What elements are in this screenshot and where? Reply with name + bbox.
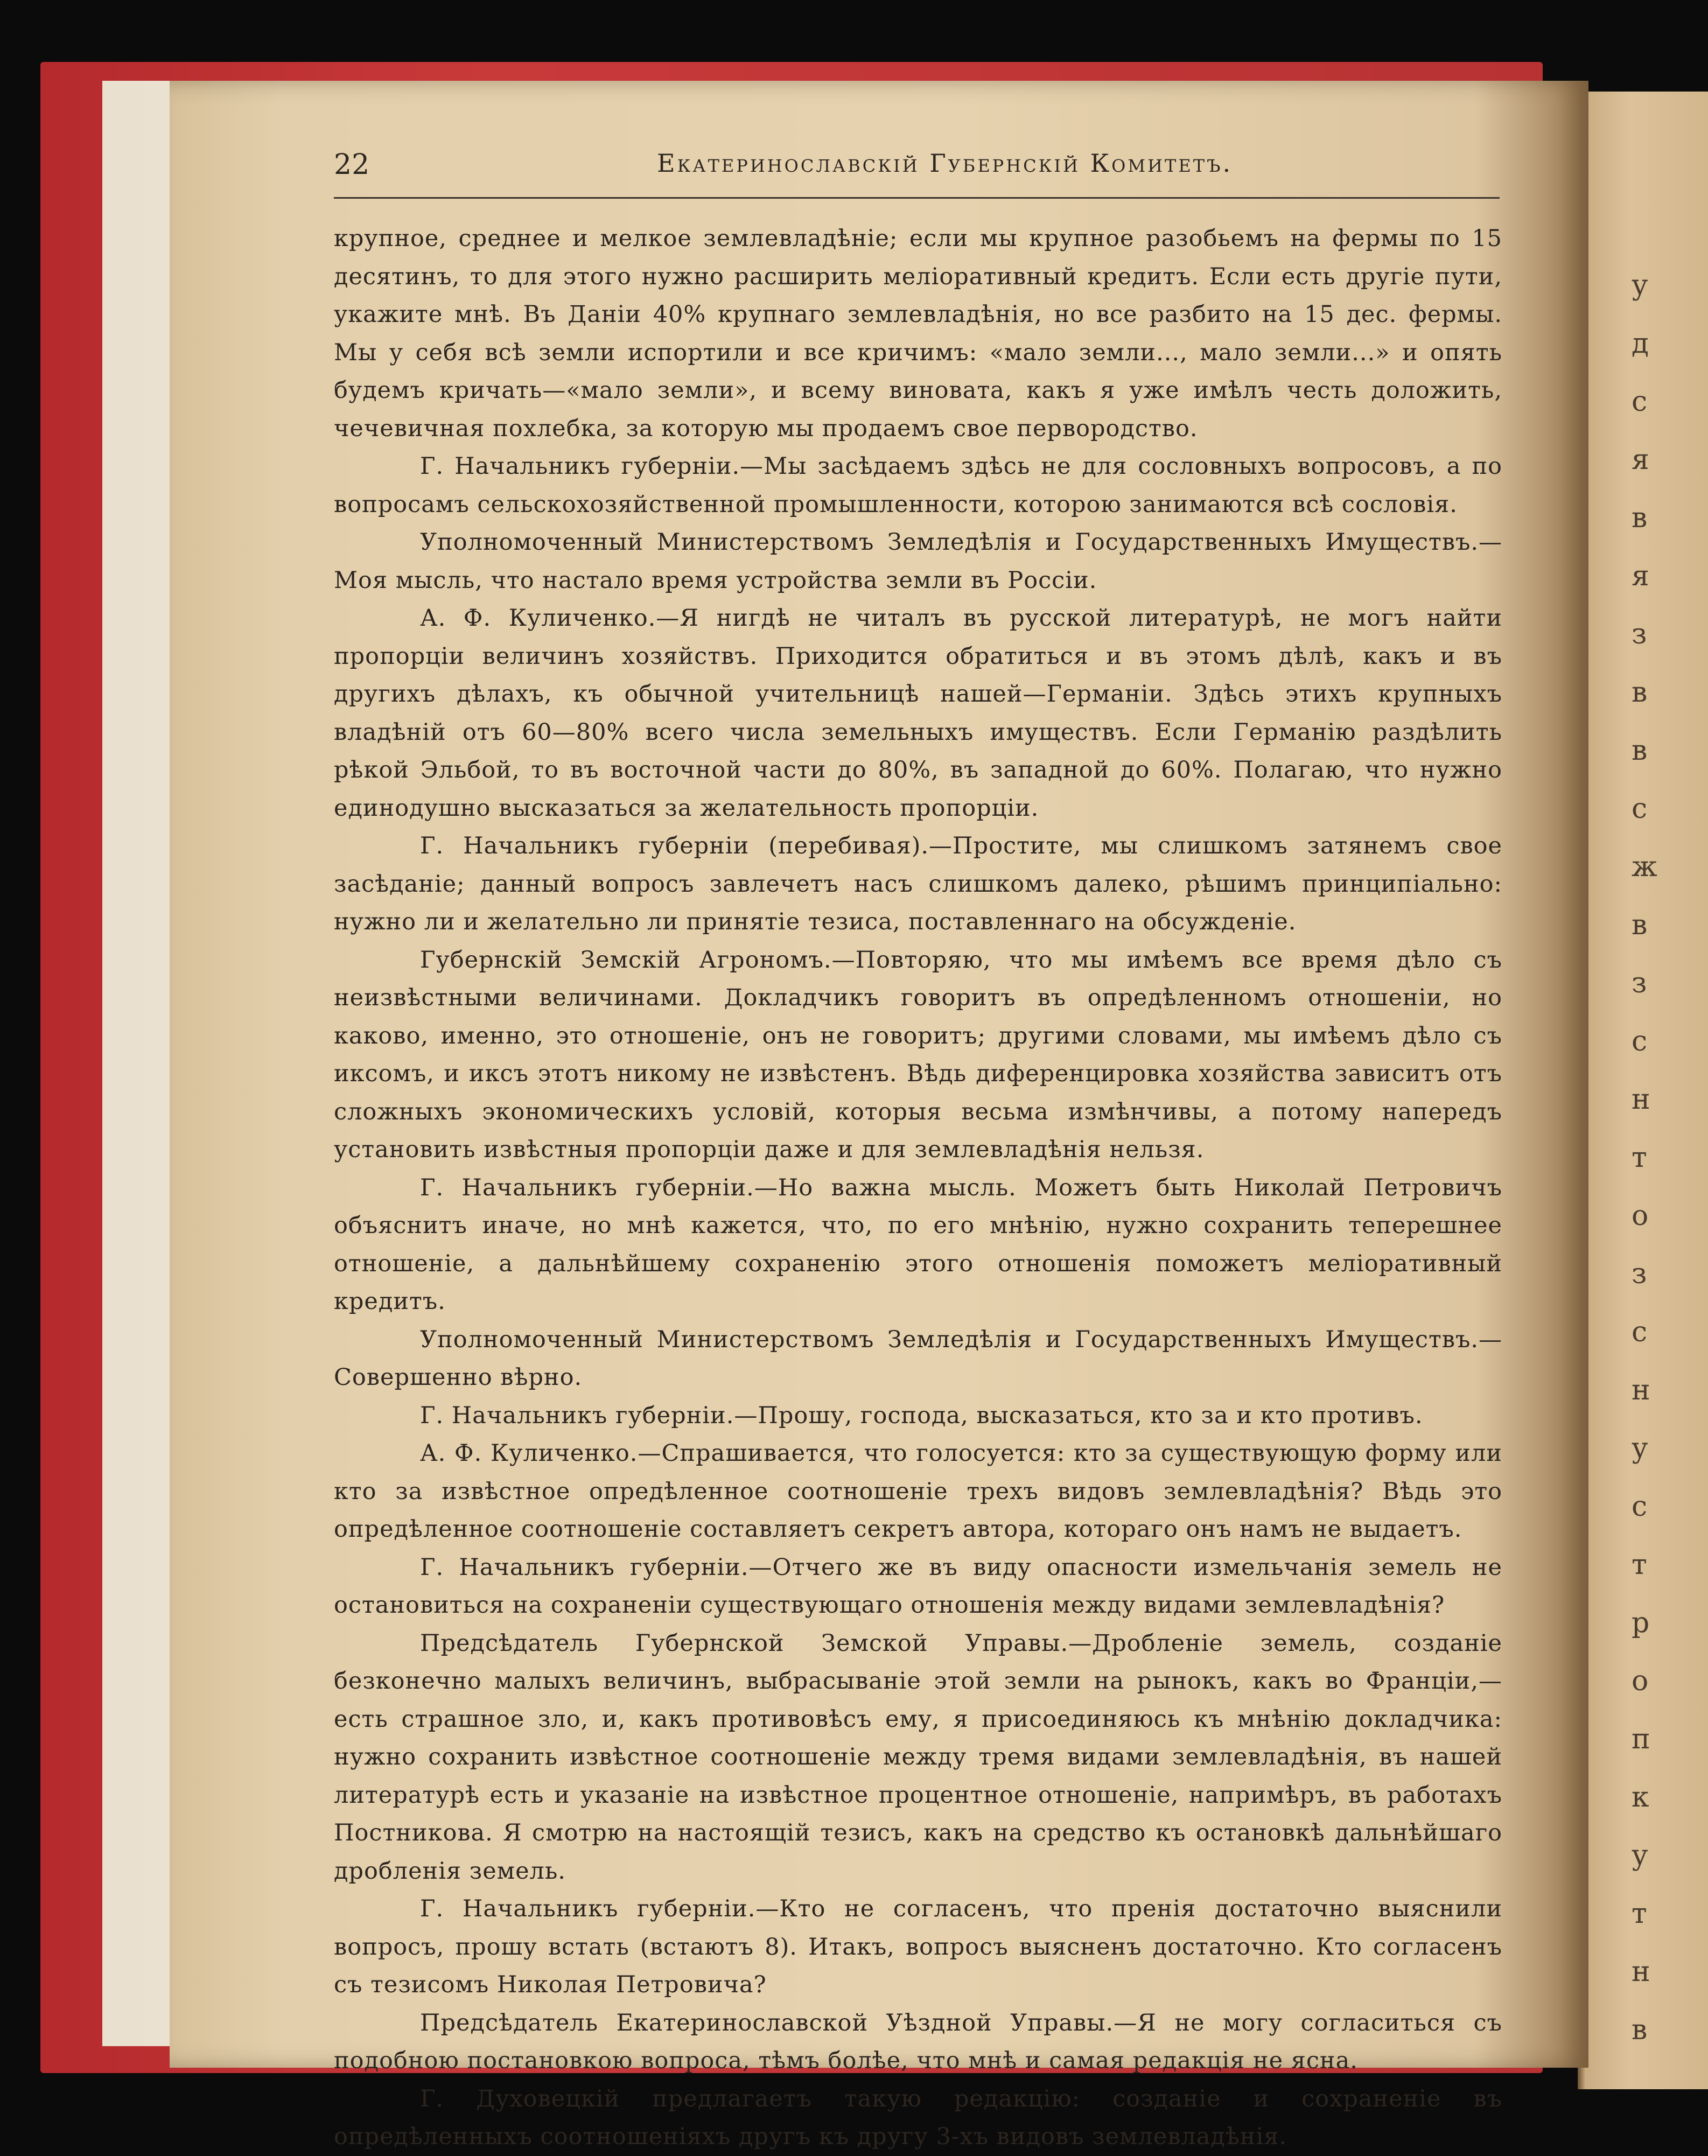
facing-page-letter: ж [1632,851,1657,883]
facing-page-letter: с [1632,1025,1648,1058]
paragraph: Уполномоченный Министерствомъ Земледѣлія и Государственныхъ Имуществъ.—Совершенно вѣрно. [334,1326,1502,1391]
facing-page-letter: в [1632,676,1648,709]
paragraph: Г. Начальникъ губерніи (перебивая).—Простите, мы слишкомъ затянемъ свое засѣданіе; данный вопросъ завлечетъ насъ слишкомъ далеко, рѣшимъ принципіально: нужно ли и желательно ли принятіе тезиса, поставленнаго на обсужденіе. [334,832,1502,935]
paragraph: крупное, среднее и мелкое землевладѣніе; если мы крупное разобьемъ на фермы по 15 десятинъ, то для этого нужно расширить меліоративный кредитъ. Если есть другіе пути, укажите мнѣ. Въ Даніи 40% крупнаго землевладѣнія, но все разбито на 15 дес. фермы. Мы у себя всѣ земли испортили и все кричимъ: «мало земли..., мало земли...» и опять будемъ кричать—«мало земли», и всему виновата, какъ я уже имѣлъ честь доложить, чечевичная похлебка, за которую мы продаемъ свое первородство. [334,225,1502,442]
paragraph: Г. Духовецкій предлагаетъ такую редакцію: созданіе и сохраненіе въ опредѣленныхъ соотношеніяхъ другъ къ другу 3-хъ видовъ землевладѣнія. [334,2085,1502,2150]
facing-page-letter: п [1632,1723,1650,1755]
running-title: Екатеринославскій Губернскій Комитетъ. [657,149,1233,178]
facing-page-letter: з [1632,967,1647,999]
facing-page-letter: н [1632,1374,1650,1406]
page-header [334,149,1500,199]
facing-page-letter: в [1632,734,1648,767]
facing-page-letter: в [1632,909,1648,941]
facing-page-letter: с [1632,386,1648,418]
facing-page-letter: я [1632,560,1649,592]
paragraph: Предсѣдатель Губернской Земской Управы.—Дробленіе земель, созданіе безконечно малыхъ величинъ, выбрасываніе этой земли на рынокъ, какъ во Франціи,—есть страшное зло, и, какъ противовѣсъ ему, я присоединяюсь къ мнѣнію докладчика: нужно сохранить извѣстное соотношеніе между тремя видами землевладѣнія, въ нашей литературѣ есть и указаніе на извѣстное процентное отношеніе, напримѣръ, въ работахъ Постникова. Я смотрю на настоящій тезисъ, какъ на средство къ остановкѣ дальнѣйшаго дробленія земель. [334,1629,1502,1885]
facing-page-letter: д [1632,327,1649,360]
paragraph: Г. Начальникъ губерніи.—Отчего же въ виду опасности измельчанія земель не остановиться на сохраненіи существующаго отношенія между видами землевладѣнія? [334,1553,1502,1619]
paragraph: А. Ф. Куличенко.—Спрашивается, что голосуется: кто за существующую форму или кто за извѣстное опредѣленное соотношеніе трехъ видовъ землевладѣнія? Вѣдь это опредѣленное соотношеніе составляетъ секретъ автора, котораго онъ намъ не выдаетъ. [334,1440,1502,1543]
book-page [170,81,1588,2150]
facing-page-letter: у [1632,1432,1648,1465]
facing-page-letter: у [1632,1839,1648,1872]
paragraph: Г. Начальникъ губерніи.—Но важна мысль. Можетъ быть Николай Петровичъ объяснитъ иначе, но мнѣ кажется, что, по его мнѣнію, нужно сохранить теперешнее отношеніе, а дальнѣйшему сохраненію этого отношенія поможетъ меліоративный кредитъ. [334,1174,1502,1315]
facing-page-letter: р [1632,1607,1650,1639]
paragraph: Губернскій Земскій Агрономъ.—Повторяю, что мы имѣемъ все время дѣло съ неизвѣстными величинами. Докладчикъ говоритъ въ опредѣленномъ отношеніи, но каково, именно, это отношеніе, онъ не говоритъ; другими словами, мы имѣемъ дѣло съ иксомъ, и иксъ этотъ никому не извѣстенъ. Вѣдь диференцировка хозяйства зависитъ отъ сложныхъ экономическихъ условій, которыя весьма измѣнчивы, а потому напередъ установить извѣстныя пропорціи даже и для землевладѣнія нельзя. [334,946,1502,1163]
facing-page-letter: н [1632,1083,1650,1116]
facing-page-letter: о [1632,1665,1649,1697]
facing-page-letter: о [1632,1200,1649,1232]
facing-page-letter: з [1632,618,1647,650]
facing-page-letter: т [1632,1549,1647,1581]
facing-page-edge [1578,92,1708,2089]
facing-page-letter: с [1632,1490,1648,1523]
facing-page-letter: я [1632,444,1649,476]
facing-page-letter: н [1632,1956,1650,1988]
facing-page-letter: у [1632,269,1648,302]
paragraph: Уполномоченный Министерствомъ Земледѣлія и Государственныхъ Имуществъ.—Моя мысль, что настало время устройства земли въ Россіи. [334,529,1502,594]
paragraph: Г. Начальникъ губерніи.—Мы засѣдаемъ здѣсь не для сословныхъ вопросовъ, а по вопросамъ сельскохозяйственной промышленности, которою занимаются всѣ сословія. [334,453,1502,518]
paragraph: Г. Начальникъ губерніи.—Кто не согласенъ, что пренія достаточно выяснили вопросъ, прошу встать (встаютъ 8). Итакъ, вопросъ выясненъ достаточно. Кто согласенъ съ тезисомъ Николая Петровича? [334,1895,1502,1998]
facing-page-letter: т [1632,1142,1647,1174]
page-number: 22 [334,149,370,181]
facing-page-letter: с [1632,793,1648,825]
facing-page-letter: т [1632,1898,1647,1930]
page-body [334,220,1502,2156]
facing-page-letter: в [1632,502,1648,534]
facing-page-letter: к [1632,1781,1649,1814]
paragraph: Предсѣдатель Екатеринославской Уѣздной Управы.—Я не могу согласиться съ подобною постановкою вопроса, тѣмъ болѣе, что мнѣ и самая редакція не ясна. [334,2009,1502,2074]
paragraph: Г. Начальникъ губерніи.—Прошу, господа, высказаться, кто за и кто противъ. [420,1402,1423,1429]
facing-page-letter: з [1632,1258,1647,1290]
facing-page-letter: с [1632,1316,1648,1348]
paragraph: А. Ф. Куличенко.—Я нигдѣ не читалъ въ русской литературѣ, не могъ найти пропорціи величинъ хозяйствъ. Приходится обратиться и въ этомъ дѣлѣ, какъ и въ другихъ дѣлахъ, къ обычной учительницѣ нашей—Германіи. Здѣсь этихъ крупныхъ владѣній отъ 60—80% всего числа земельныхъ имуществъ. Если Германію раздѣлить рѣкой Эльбой, то въ восточной части до 80%, въ западной до 60%. Полагаю, что нужно единодушно высказаться за желательность пропорціи. [334,605,1502,822]
facing-page-letter: в [1632,2014,1648,2046]
